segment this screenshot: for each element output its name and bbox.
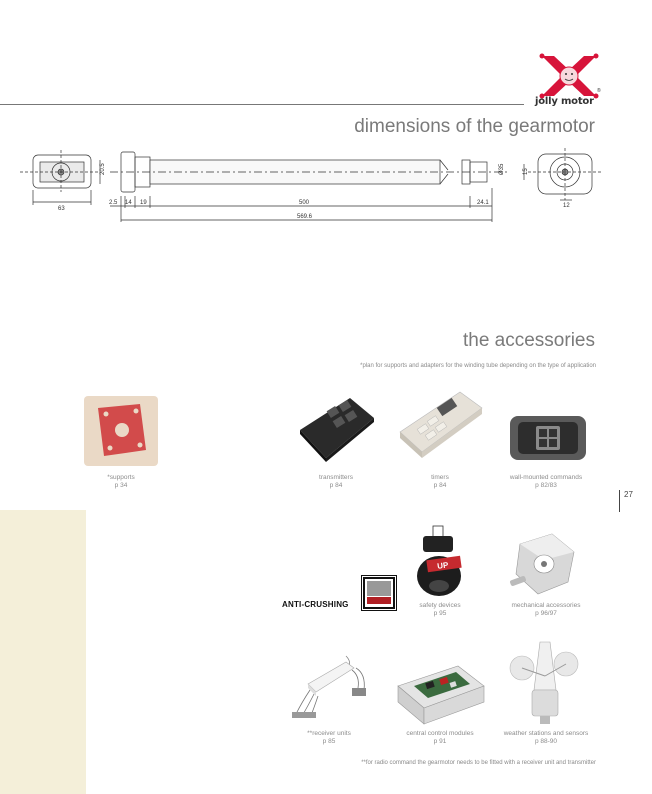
dim-left-width: 63	[58, 206, 65, 212]
wall-command-image	[508, 414, 588, 464]
dim-seg3: 19	[140, 200, 147, 206]
transmitter-image	[296, 392, 378, 464]
left-end-view	[20, 150, 100, 205]
dim-seg1: 2.5	[109, 200, 118, 206]
accessory-page: p 82/83	[535, 482, 557, 489]
dim-right-offset: 15	[523, 168, 529, 175]
accessory-name: timers	[431, 474, 449, 481]
accessory-page: p 34	[114, 482, 128, 489]
accessory-caption-supports	[61, 474, 181, 490]
gearmotor-dimension-drawing	[0, 140, 652, 230]
safety-device-image	[415, 524, 465, 602]
dim-tube-length: 500	[299, 200, 310, 206]
anti-crushing-label: ANTI-CRUSHING	[282, 600, 349, 609]
accessory-page: p 84	[329, 482, 343, 489]
accessories-title: the accessories	[462, 330, 595, 351]
accessories-note: *plan for supports and adapters for the winding tube depending on the type of application	[360, 363, 596, 369]
accessory-name: wall-mounted commands	[509, 474, 583, 481]
accessory-name: *supports	[107, 474, 135, 481]
right-end-view	[524, 148, 602, 200]
footer-note: **for radio command the gearmotor needs to be fitted with a receiver unit and transmitter	[361, 760, 596, 766]
brand-name: jolly motor	[535, 96, 594, 107]
accessory-page: p 96/97	[535, 610, 557, 617]
accessory-page: p 91	[433, 738, 447, 745]
receiver-unit-image	[290, 654, 370, 724]
page-number-bar	[619, 490, 620, 512]
accessory-name: weather stations and sensors	[503, 730, 589, 737]
accessory-page: p 85	[322, 738, 336, 745]
accessory-name: transmitters	[319, 474, 353, 481]
safety-up-label: UP	[436, 560, 449, 571]
header-rule	[0, 104, 524, 105]
accessory-name: safety devices	[419, 602, 461, 609]
left-color-band	[0, 510, 86, 794]
weather-station-image	[504, 640, 584, 728]
accessory-name: central control modules	[406, 730, 474, 737]
accessory-caption-weather	[486, 730, 606, 746]
registered-mark: ®	[597, 88, 601, 94]
motor-tube-side-view	[110, 152, 510, 222]
dim-left-height: 20.5	[100, 163, 106, 175]
accessory-page: p 88-90	[534, 738, 558, 745]
dim-total-length: 569.6	[297, 214, 313, 220]
dim-diameter: Ø35	[499, 163, 505, 175]
mechanical-accessory-image	[508, 530, 580, 600]
accessory-caption-timers	[380, 474, 500, 490]
page-number: 27	[624, 490, 633, 499]
control-module-image	[396, 664, 486, 726]
dimensions-title: dimensions of the gearmotor	[354, 116, 595, 137]
accessory-caption-control	[380, 730, 500, 746]
accessory-caption-mechanical	[486, 602, 606, 618]
accessory-page: p 84	[433, 482, 447, 489]
accessory-caption-receiver	[269, 730, 389, 746]
accessory-page: p 95	[433, 610, 447, 617]
dim-right-width: 12	[563, 203, 570, 209]
supports-image	[84, 396, 158, 466]
accessory-name: mechanical accessories	[511, 602, 581, 609]
timer-image	[398, 388, 484, 468]
accessory-caption-wall-commands	[486, 474, 606, 490]
dim-end-length: 24.1	[477, 200, 489, 206]
accessory-caption-transmitters	[276, 474, 396, 490]
accessory-caption-safety	[380, 602, 500, 618]
dim-seg2: 14	[125, 200, 132, 206]
accessory-name: **receiver units	[307, 730, 351, 737]
